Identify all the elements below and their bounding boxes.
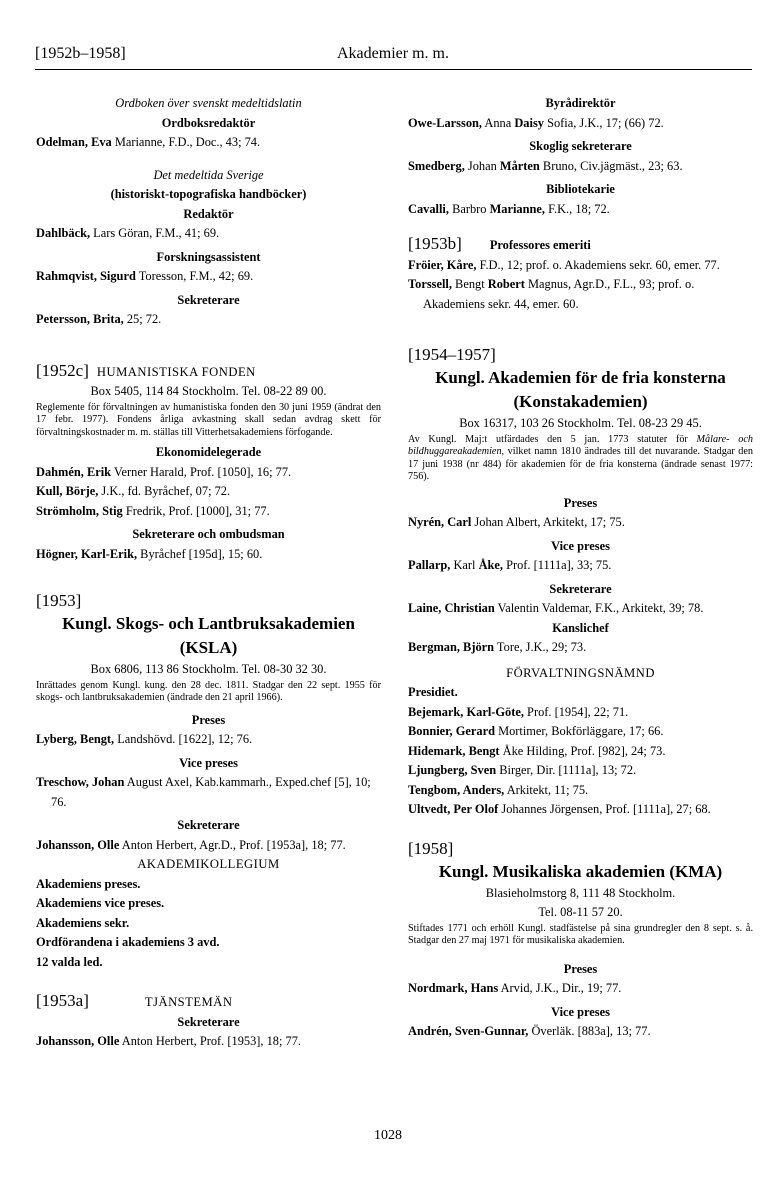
person-entry: Rahmqvist, Sigurd Toresson, F.M., 42; 69. <box>36 269 254 283</box>
section-name: HUMANISTISKA FONDEN <box>96 364 256 379</box>
person-entry: Bergman, Björn Tore, J.K., 29; 73. <box>408 640 587 654</box>
role-heading: Redaktör <box>183 206 234 221</box>
role-heading: Skoglig sekreterare <box>529 139 632 153</box>
person-entry: Ljungberg, Sven Birger, Dir. [1111a], 13; 72. <box>408 763 637 777</box>
person-entry: Tengbom, Anders, Arkitekt, 11; 75. <box>408 782 589 797</box>
role-heading: Vice preses <box>551 1004 610 1019</box>
person-entry: Dahmén, Erik Verner Harald, Prof. [1050], 16; 77. <box>36 464 292 479</box>
section-name: Professores emeriti <box>489 238 591 252</box>
note: Stiftades 1771 och erhöll Kungl. stadfästelse på sina grundregler den 8 sept. s. å. Stadgar den 27 maj 1971 för musikaliska akademien. <box>408 922 753 946</box>
section-heading <box>36 990 381 1013</box>
left-column <box>36 94 381 1052</box>
section-number: [1958] <box>408 838 454 858</box>
section-number: [1953b] <box>408 234 462 253</box>
person-entry: Strömholm, Stig Fredrik, Prof. [1000], 31; 77. <box>36 503 270 518</box>
header-rule <box>35 69 752 70</box>
section-heading <box>408 233 753 256</box>
person-entry: Lyberg, Bengt, Landshövd. [1622], 12; 76. <box>36 732 253 746</box>
note: Reglemente för förvaltningen av humanistiska fonden den 30 juni 1959 (ändrat den 17 febr. 1977). Fondens årliga avkastning skall sedan avdrag skett för förvaltningskostnader m. m. ställas till Vitterhetsakademiens förfogande. <box>36 401 381 438</box>
person-entry: Kull, Börje, J.K., fd. Byråchef, 07; 72. <box>36 484 231 498</box>
address-phone: Tel. 08-11 57 20. <box>538 905 623 919</box>
kollegium-heading: AKADEMIKOLLEGIUM <box>137 857 280 871</box>
academy-title: Kungl. Musikaliska akademien (KMA) <box>438 861 723 881</box>
kollegium-item: 12 valda led. <box>36 954 103 969</box>
page-number: 1028 <box>374 1128 402 1143</box>
role-heading: Ekonomidelegerade <box>155 445 262 459</box>
academy-abbrev: (KSLA) <box>179 638 238 657</box>
person-entry: Johansson, Olle Anton Herbert, Agr.D., Prof. [1953a], 18; 77. <box>36 837 346 852</box>
person-entry: Högner, Karl-Erik, Byråchef [195d], 15; 60. <box>36 546 263 561</box>
role-heading: Bibliotekarie <box>546 182 615 196</box>
person-entry: Pallarp, Karl Åke, Prof. [1111a], 33; 75. <box>408 558 612 572</box>
academy-title: Kungl. Akademien för de fria konsterna <box>435 368 726 387</box>
section-number: [1954–1957] <box>408 345 496 364</box>
header-title: Akademier m. m. <box>337 45 449 62</box>
person-entry: Petersson, Brita, 25; 72. <box>36 312 162 326</box>
section-number: [1953a] <box>36 991 89 1010</box>
role-heading: Vice preses <box>179 755 238 770</box>
person-entry: Ultvedt, Per Olof Johannes Jörgensen, Prof. [1111a], 27; 68. <box>408 802 711 816</box>
person-entry: Smedberg, Johan Mårten Bruno, Civ.jägmäst., 23; 63. <box>408 158 683 173</box>
section-title: Det medeltida Sverige <box>153 167 264 182</box>
role-heading: Byrådirektör <box>545 96 616 110</box>
kollegium-item: Akademiens sekr. <box>36 915 130 930</box>
person-entry: Nyrén, Carl Johan Albert, Arkitekt, 17; 75. <box>408 515 625 529</box>
role-heading: Kanslichef <box>552 620 609 635</box>
kollegium-item: Ordförandena i akademiens 3 avd. <box>36 935 220 949</box>
role-heading: Sekreterare och ombudsman <box>132 527 285 541</box>
person-entry: Hidemark, Bengt Åke Hilding, Prof. [982], 24; 73. <box>408 743 666 758</box>
committee-heading: FÖRVALTNINGSNÄMND <box>506 665 655 680</box>
role-heading: Preses <box>563 961 598 976</box>
role-heading: Sekreterare <box>177 1014 240 1029</box>
address: Box 16317, 103 26 Stockholm. Tel. 08-23 29 45. <box>459 416 702 430</box>
person-entry: Torssell, Bengt Robert Magnus, Agr.D., F.L., 93; prof. o. Akademiens sekr. 44, emer. 60. <box>408 277 695 311</box>
person-entry: Odelman, Eva Marianne, F.D., Doc., 43; 74. <box>36 135 261 149</box>
person-entry: Johansson, Olle Anton Herbert, Prof. [1953], 18; 77. <box>36 1034 302 1048</box>
person-entry: Laine, Christian Valentin Valdemar, F.K., Arkitekt, 39; 78. <box>408 601 704 615</box>
role-heading: Preses <box>191 712 226 727</box>
right-column <box>408 94 753 1042</box>
person-entry: Nordmark, Hans Arvid, J.K., Dir., 19; 77. <box>408 981 622 995</box>
address: Box 6806, 113 86 Stockholm. Tel. 08-30 32 30. <box>90 662 327 676</box>
section-subtitle: (historiskt-topografiska handböcker) <box>110 187 307 201</box>
role-heading: Sekreterare <box>549 581 612 596</box>
person-entry: Dahlbäck, Lars Göran, F.M., 41; 69. <box>36 226 220 240</box>
kollegium-item: Akademiens vice preses. <box>36 896 165 910</box>
role-heading: Ordboksredaktör <box>161 115 256 130</box>
person-entry: Treschow, Johan August Axel, Kab.kammarh., Exped.chef [5], 10; 76. <box>36 775 371 809</box>
role-heading: Preses <box>563 495 598 510</box>
section-title: Ordboken över svenskt medeltidslatin <box>115 96 302 110</box>
person-entry: Bejemark, Karl-Göte, Prof. [1954], 22; 71. <box>408 704 629 719</box>
address: Box 5405, 114 84 Stockholm. Tel. 08-22 89 00. <box>90 384 327 398</box>
section-number: [1953] <box>36 591 82 610</box>
person-entry: Bonnier, Gerard Mortimer, Bokförläggare, 17; 66. <box>408 724 664 738</box>
presidiet-label: Presidiet. <box>408 685 458 699</box>
person-entry: Cavalli, Barbro Marianne, F.K., 18; 72. <box>408 201 610 216</box>
academy-abbrev: (Konstakademien) <box>513 392 648 411</box>
person-entry: Andrén, Sven-Gunnar, Överläk. [883a], 13; 77. <box>408 1024 651 1038</box>
section-number: [1952c] <box>36 360 89 380</box>
address: Blasieholmstorg 8, 111 48 Stockholm. <box>485 885 676 900</box>
header-range: [1952b–1958] <box>35 45 126 62</box>
role-heading: Sekreterare <box>177 292 240 307</box>
role-heading: Vice preses <box>551 538 610 553</box>
role-heading: Sekreterare <box>177 818 240 832</box>
role-heading: Forskningsassistent <box>156 249 261 264</box>
section-heading <box>36 360 381 383</box>
kollegium-item: Akademiens preses. <box>36 876 141 891</box>
section-name: TJÄNSTEMÄN <box>144 995 233 1009</box>
running-header <box>35 45 752 67</box>
note: Av Kungl. Maj:t utfärdades den 5 jan. 1773 statuter för Målare- och bildhuggareakademien, vilket namn 1810 ändrades till det nuvarande. Stadgar den 17 juni 1938 (nr 484) för akademien för de fria konsterna (ändrade senast 1977: 756). <box>408 433 753 482</box>
note: Inrättades genom Kungl. kung. den 28 dec. 1811. Stadgar den 22 sept. 1955 för skogs- och lantbruksakademien (ändrade den 21 april 1966). <box>36 679 381 703</box>
person-entry: Fröier, Kåre, F.D., 12; prof. o. Akademiens sekr. 60, emer. 77. <box>408 257 720 272</box>
person-entry: Owe-Larsson, Anna Daisy Sofia, J.K., 17; (66) 72. <box>408 115 664 130</box>
academy-title: Kungl. Skogs- och Lantbruksakademien <box>62 614 355 633</box>
